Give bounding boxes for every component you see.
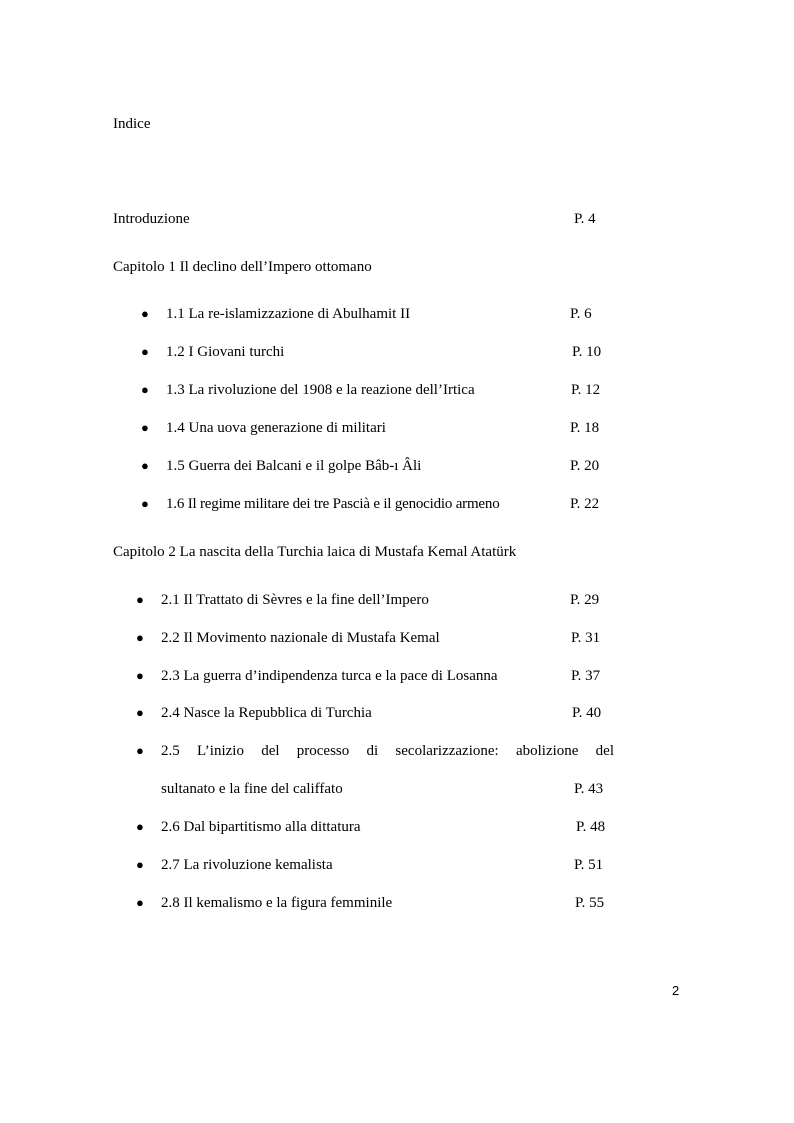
toc-item-page: P. 51 bbox=[574, 857, 604, 873]
introduction-label: Introduzione bbox=[113, 211, 190, 227]
chapter-2-heading: Capitolo 2 La nascita della Turchia laica di Mustafa Kemal Atatürk bbox=[113, 544, 517, 560]
toc-item-label-line-1: 2.5 L’inizio del processo di secolarizzazione: abolizione del bbox=[161, 743, 614, 759]
toc-item-label: 2.6 Dal bipartitismo alla dittatura bbox=[161, 819, 361, 835]
toc-item-page: P. 20 bbox=[570, 458, 600, 474]
toc-item-label: 1.3 La rivoluzione del 1908 e la reazione dell’Irtica bbox=[166, 382, 475, 398]
bullet-icon: ● bbox=[136, 592, 144, 607]
bullet-icon: ● bbox=[136, 630, 144, 645]
bullet-icon: ● bbox=[141, 306, 149, 321]
toc-item bbox=[0, 741, 794, 761]
introduction-page: P. 4 bbox=[574, 211, 596, 227]
toc-item-label: 1.4 Una uova generazione di militari bbox=[166, 420, 386, 436]
bullet-icon: ● bbox=[141, 344, 149, 359]
index-title: Indice bbox=[113, 116, 151, 132]
bullet-icon: ● bbox=[136, 668, 144, 683]
toc-item-page: P. 48 bbox=[576, 819, 606, 835]
page-number: 2 bbox=[672, 983, 680, 998]
toc-item-page: P. 31 bbox=[571, 630, 601, 646]
toc-item-page: P. 6 bbox=[570, 306, 592, 322]
toc-item-label: 1.6 Il regime militare dei tre Pascià e il genocidio armeno bbox=[166, 496, 500, 512]
toc-item-label: 1.2 I Giovani turchi bbox=[166, 344, 285, 360]
bullet-icon: ● bbox=[136, 819, 144, 834]
toc-item-page: P. 18 bbox=[570, 420, 600, 436]
toc-item-label-line-2: sultanato e la fine del califfato bbox=[161, 781, 343, 797]
toc-item-label: 2.1 Il Trattato di Sèvres e la fine dell’Impero bbox=[161, 592, 429, 608]
toc-item-label: 2.8 Il kemalismo e la figura femminile bbox=[161, 895, 393, 911]
bullet-icon: ● bbox=[136, 705, 144, 720]
bullet-icon: ● bbox=[141, 458, 149, 473]
toc-item-page: P. 22 bbox=[570, 496, 600, 512]
bullet-icon: ● bbox=[136, 857, 144, 872]
bullet-icon: ● bbox=[136, 895, 144, 910]
toc-item-label: 1.1 La re-islamizzazione di Abulhamit II bbox=[166, 306, 411, 322]
bullet-icon: ● bbox=[141, 496, 149, 511]
toc-item-page: P. 12 bbox=[571, 382, 601, 398]
toc-item-page: P. 55 bbox=[575, 895, 605, 911]
chapter-1-heading: Capitolo 1 Il declino dell’Impero ottomano bbox=[113, 259, 372, 275]
toc-item-label: 2.2 Il Movimento nazionale di Mustafa Kemal bbox=[161, 630, 440, 646]
toc-item-page: P. 40 bbox=[572, 705, 602, 721]
bullet-icon: ● bbox=[136, 743, 144, 758]
toc-item-label: 2.4 Nasce la Repubblica di Turchia bbox=[161, 705, 372, 721]
toc-item-page: P. 10 bbox=[572, 344, 602, 360]
toc-item-label: 1.5 Guerra dei Balcani e il golpe Bâb-ı Âli bbox=[166, 458, 422, 474]
toc-item-page: P. 29 bbox=[570, 592, 600, 608]
bullet-icon: ● bbox=[141, 382, 149, 397]
bullet-icon: ● bbox=[141, 420, 149, 435]
toc-item-page: P. 43 bbox=[574, 781, 604, 797]
toc-item-page: P. 37 bbox=[571, 668, 601, 684]
toc-item-label: 2.7 La rivoluzione kemalista bbox=[161, 857, 333, 873]
toc-item-label: 2.3 La guerra d’indipendenza turca e la pace di Losanna bbox=[161, 668, 498, 684]
